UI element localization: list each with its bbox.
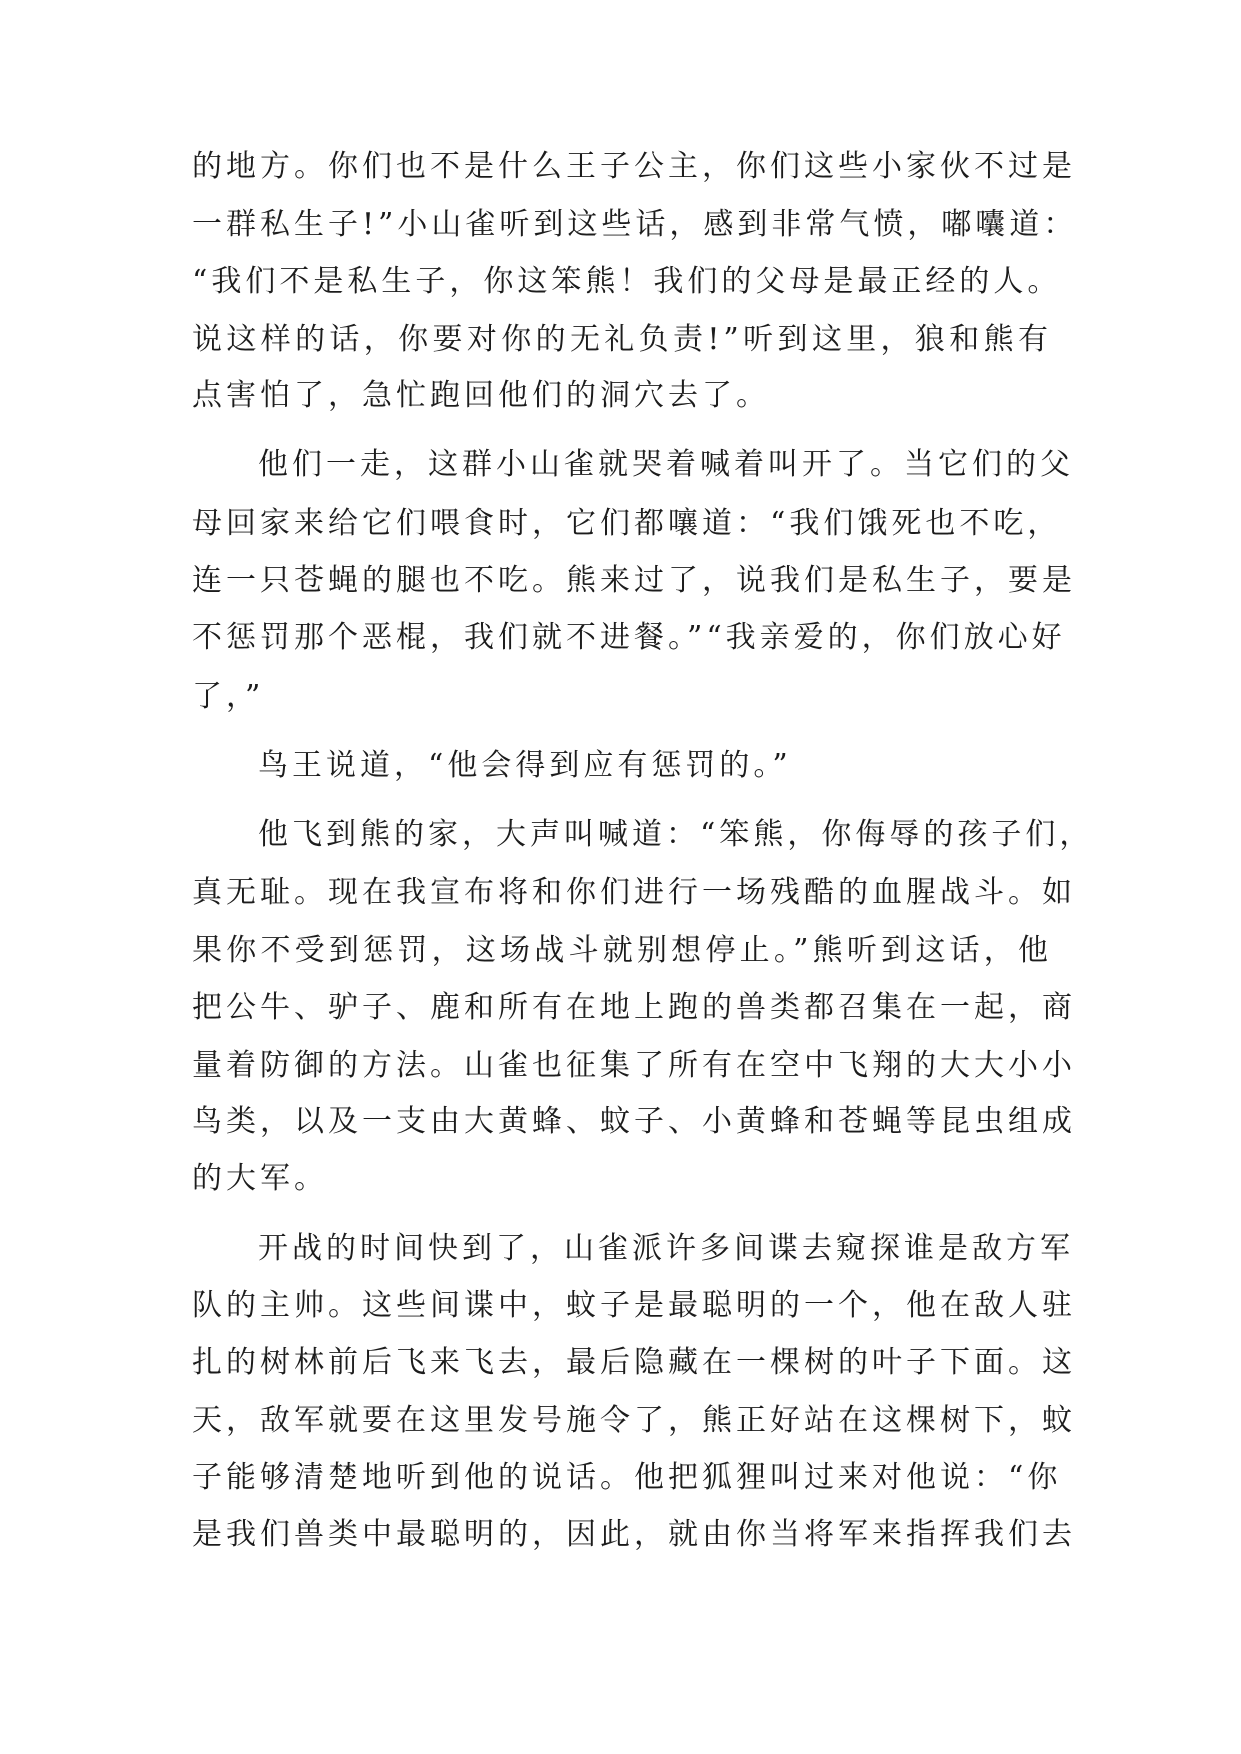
text-line-14: 果你不受到惩罚，这场战斗就别想停止。”熊听到这话，他: [192, 933, 1052, 968]
text-line-18: 的大军。: [192, 1161, 328, 1196]
text-line-22: 天，敌军就要在这里发号施令了，熊正好站在这棵树下，蚊: [192, 1403, 1076, 1438]
text-line-8: 连一只苍蝇的腿也不吃。熊来过了，说我们是私生子，要是: [192, 563, 1076, 598]
text-line-3: “我们不是私生子，你这笨熊！我们的父母是最正经的人。: [192, 264, 1062, 299]
text-line-23: 子能够清楚地听到他的说话。他把狐狸叫过来对他说：“你: [192, 1460, 1062, 1495]
text-line-5: 点害怕了，急忙跑回他们的洞穴去了。: [192, 378, 770, 413]
text-line-1: 的地方。你们也不是什么王子公主，你们这些小家伙不过是: [192, 149, 1076, 184]
text-line-2: 一群私生子!”小山雀听到这些话，感到非常气愤，嘟囔道：: [192, 207, 1078, 242]
text-line-21: 扎的树林前后飞来飞去，最后隐藏在一棵树的叶子下面。这: [192, 1345, 1076, 1380]
text-line-15: 把公牛、驴子、鹿和所有在地上跑的兽类都召集在一起，商: [192, 990, 1076, 1025]
text-line-24: 是我们兽类中最聪明的，因此，就由你当将军来指挥我们去: [192, 1517, 1076, 1552]
text-line-19: 开战的时间快到了，山雀派许多间谍去窥探谁是敌方军: [258, 1231, 1074, 1266]
text-line-16: 量着防御的方法。山雀也征集了所有在空中飞翔的大大小小: [192, 1048, 1076, 1083]
text-line-7: 母回家来给它们喂食时，它们都嚷道：“我们饿死也不吃，: [192, 506, 1062, 541]
text-line-12: 他飞到熊的家，大声叫喊道：“笨熊，你侮辱的孩子们，: [258, 817, 1094, 852]
text-line-9: 不惩罚那个恶棍，我们就不进餐。”“我亲爱的，你们放心好: [192, 620, 1066, 655]
text-line-4: 说这样的话，你要对你的无礼负责!”听到这里，狼和熊有: [192, 322, 1052, 357]
text-line-11: 鸟王说道，“他会得到应有惩罚的。”: [258, 748, 792, 783]
text-line-20: 队的主帅。这些间谍中，蚊子是最聪明的一个，他在敌人驻: [192, 1288, 1076, 1323]
text-line-6: 他们一走，这群小山雀就哭着喊着叫开了。当它们的父: [258, 447, 1074, 482]
text-line-13: 真无耻。现在我宣布将和你们进行一场残酷的血腥战斗。如: [192, 875, 1076, 910]
text-line-10: 了，”: [192, 679, 265, 714]
text-line-17: 鸟类，以及一支由大黄蜂、蚊子、小黄蜂和苍蝇等昆虫组成: [192, 1104, 1076, 1139]
